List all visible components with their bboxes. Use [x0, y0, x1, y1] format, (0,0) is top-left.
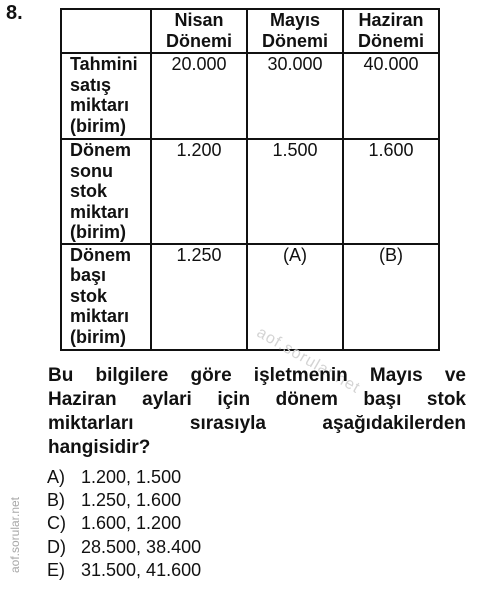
answer-options: [47, 466, 201, 582]
question-line: hangisidir?: [48, 437, 151, 458]
question-line: miktarları sırasıyla aşağıdakilerden: [48, 413, 466, 434]
option-text: 1.250, 1.600: [81, 490, 182, 511]
table-cell: 40.000: [343, 53, 439, 139]
table-header-row: [61, 9, 439, 53]
option-d[interactable]: [47, 536, 201, 559]
table-cell: 30.000: [247, 53, 343, 139]
table-cell: 1.600: [343, 139, 439, 244]
table-cell-b-placeholder: (B): [343, 244, 439, 350]
option-text: 28.500, 38.400: [81, 536, 202, 557]
option-letter: C): [47, 513, 66, 534]
table-cell: 20.000: [151, 53, 247, 139]
option-text: 31.500, 41.600: [81, 559, 202, 580]
row-header-tahmini-satis: Tahmini satış miktarı (birim): [61, 53, 151, 139]
option-c[interactable]: [47, 512, 201, 535]
option-letter: A): [47, 467, 65, 487]
corner-cell: [61, 9, 151, 53]
column-header-mayis: Mayıs Dönemi: [247, 9, 343, 53]
question-line: Bu bilgilere göre işletmenin Mayıs ve: [48, 365, 466, 386]
option-letter: D): [47, 536, 66, 557]
table-row: [61, 244, 439, 350]
table-cell: 1.250: [151, 244, 247, 350]
option-e[interactable]: [47, 559, 201, 582]
option-letter: B): [47, 490, 65, 511]
column-header-nisan: Nisan Dönemi: [151, 9, 247, 53]
watermark-side: aof.sorular.net: [8, 496, 22, 574]
row-header-donem-sonu-stok: Dönem sonu stok miktarı (birim): [61, 139, 151, 244]
column-header-haziran: Haziran Dönemi: [343, 9, 439, 53]
option-letter: E): [47, 559, 65, 580]
question-number: 8.: [6, 2, 23, 24]
question-line: Haziran aylari için dönem başı stok: [48, 389, 466, 410]
option-text: 1.600, 1.200: [81, 513, 182, 534]
table-cell: 1.500: [247, 139, 343, 244]
table-row: [61, 139, 439, 244]
table-cell: 1.200: [151, 139, 247, 244]
option-b[interactable]: [47, 489, 201, 512]
data-table: [60, 8, 440, 351]
question-text: [48, 364, 466, 460]
option-a[interactable]: [47, 466, 201, 489]
row-header-donem-basi-stok: Dönem başı stok miktarı (birim): [61, 244, 151, 350]
table-row: [61, 53, 439, 139]
option-text: 1.200, 1.500: [81, 467, 182, 487]
watermark-center: aof.sorular.net: [253, 324, 364, 398]
table-cell-a-placeholder: (A): [247, 244, 343, 350]
